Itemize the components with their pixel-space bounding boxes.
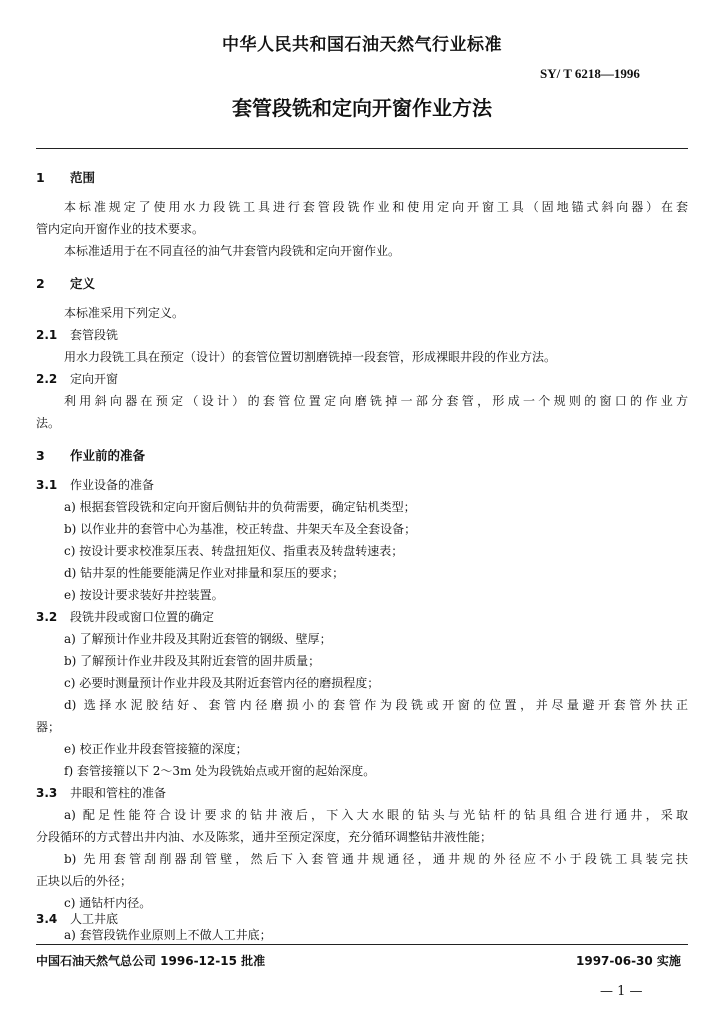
definition-text: 法。: [36, 416, 61, 430]
subsection-number: 3.4: [36, 912, 58, 926]
page-number: — 1 —: [600, 984, 643, 999]
definition-term: 定向开窗: [70, 372, 119, 386]
approval-line: 中国石油天然气总公司 1996-12-15 批准: [36, 954, 266, 968]
section-number: 2: [36, 276, 45, 291]
paragraph: 管内定向开窗作业的技术要求。: [36, 222, 205, 236]
section-1-heading: [36, 168, 95, 186]
paragraph: 本标准采用下列定义。: [64, 306, 185, 320]
list-item: c) 必要时测量预计作业井段及其附近套管内径的磨损程度；: [64, 676, 380, 690]
definition-term: 套管段铣: [70, 328, 119, 342]
list-item-continuation: 正块以后的外径；: [36, 874, 133, 888]
subsection-title: 段铣井段或窗口位置的确定: [70, 610, 215, 624]
list-item: a) 配足性能符合设计要求的钻井液后，下入大水眼的钻头与光钻杆的钻具组合进行通井，采取: [64, 808, 688, 822]
subsection-3-1-heading: [36, 476, 154, 493]
section-title: 范围: [70, 170, 96, 185]
list-item: c) 通钻杆内径。: [64, 896, 152, 910]
list-item-continuation: 器；: [36, 720, 61, 734]
list-item: a) 了解预计作业井段及其附近套管的钢级、壁厚；: [64, 632, 332, 646]
footer-divider: [36, 944, 688, 945]
subsection-title: 人工井底: [70, 912, 119, 926]
effective-date: 1997-06-30 实施: [576, 954, 681, 968]
list-item: b) 以作业井的套管中心为基准，校正转盘、井架天车及全套设备；: [64, 522, 417, 536]
section-title: 定义: [70, 276, 96, 291]
subsection-title: 井眼和管柱的准备: [70, 786, 167, 800]
subsection-number: 3.1: [36, 478, 58, 492]
subsection-3-3-heading: [36, 784, 166, 801]
standard-number: SY/ T 6218—1996: [540, 66, 640, 81]
header-divider: [36, 148, 688, 149]
section-2-heading: [36, 274, 95, 292]
subsection-number: 2.2: [36, 372, 58, 386]
section-number: 1: [36, 170, 45, 185]
list-item: a) 根据套管段铣和定向开窗后侧钻井的负荷需要，确定钻机类型；: [64, 500, 416, 514]
subsection-number: 2.1: [36, 328, 58, 342]
list-item-continuation: 分段循环的方式替出井内油、水及陈浆，通井至预定深度，充分循环调整钻井液性能；: [36, 830, 493, 844]
list-item: e) 校正作业井段套管接箍的深度；: [64, 742, 248, 756]
section-number: 3: [36, 448, 45, 463]
section-title: 作业前的准备: [70, 448, 146, 463]
definition-heading: [36, 370, 118, 387]
paragraph: 本标准规定了使用水力段铣工具进行套管段铣作业和使用定向开窗工具（固地锚式斜向器）在套: [64, 200, 688, 214]
list-item: d) 选择水泥胶结好、套管内径磨损小的套管作为段铣或开窗的位置，并尽量避开套管外扶正: [64, 698, 688, 712]
list-item: d) 钻井泵的性能要能满足作业对排量和泵压的要求；: [64, 566, 345, 580]
definition-text: 利用斜向器在预定（设计）的套管位置定向磨铣掉一部分套管，形成一个规则的窗口的作业方: [64, 394, 688, 408]
subsection-number: 3.2: [36, 610, 58, 624]
subsection-number: 3.3: [36, 786, 58, 800]
list-item: c) 按设计要求校准泵压表、转盘扭矩仪、指重表及转盘转速表；: [64, 544, 404, 558]
list-item: f) 套管接箍以下 2～3m 处为段铣始点或开窗的起始深度。: [64, 764, 376, 778]
issuing-body-title: 中华人民共和国石油天然气行业标准: [222, 35, 502, 55]
subsection-3-2-heading: [36, 608, 214, 625]
list-item: e) 按设计要求装好井控装置。: [64, 588, 224, 602]
list-item: a) 套管段铣作业原则上不做人工井底；: [64, 928, 272, 942]
list-item: b) 先用套管刮削器刮管壁，然后下入套管通井规通径，通井规的外径应不小于段铣工具装完扶: [64, 852, 688, 866]
definition-heading: [36, 326, 118, 343]
paragraph: 本标准适用于在不同直径的油气井套管内段铣和定向开窗作业。: [64, 244, 401, 258]
subsection-title: 作业设备的准备: [70, 478, 155, 492]
definition-text: 用水力段铣工具在预定（设计）的套管位置切割磨铣掉一段套管，形成裸眼井段的作业方法。: [64, 350, 557, 364]
subsection-3-4-heading: [36, 910, 118, 927]
document-title: 套管段铣和定向开窗作业方法: [232, 96, 492, 120]
list-item: b) 了解预计作业井段及其附近套管的固井质量；: [64, 654, 321, 668]
section-3-heading: [36, 446, 145, 464]
